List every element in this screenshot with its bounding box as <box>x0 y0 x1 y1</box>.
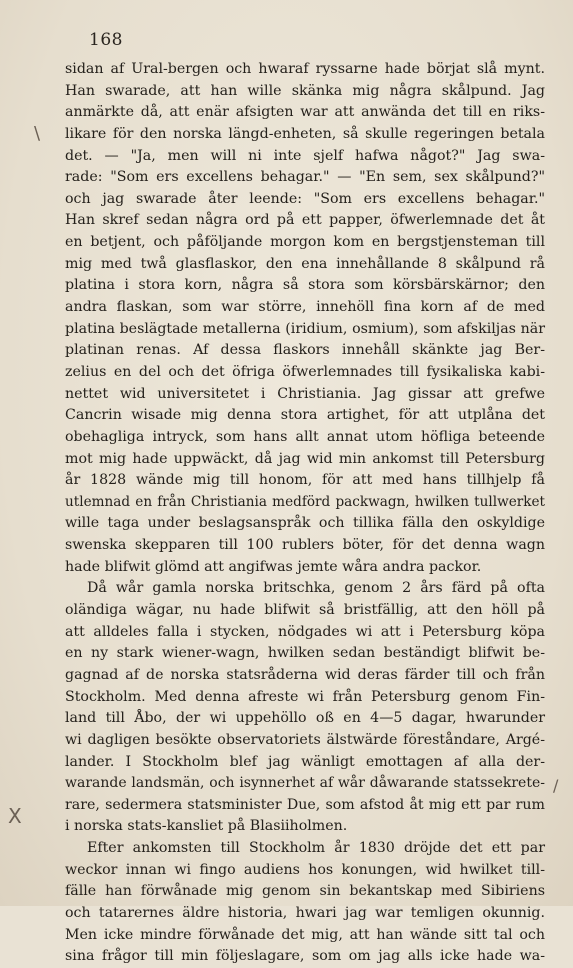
text-line: utlemnad en från Christiania medförd packwagn, hwilken tullwerket <box>65 493 545 510</box>
text-line: oländiga wägar, nu hade blifwit så bristfällig, att den höll på <box>65 602 545 619</box>
text-line: Men icke mindre förwånade det mig, att han wände sitt tal och <box>65 926 545 943</box>
text-line: hade blifwit glömd att angifwas jemte wåra andra packor. <box>65 558 482 575</box>
text-line: platina beslägtade metallerna (iridium, osmium), som afskiljas när <box>65 320 545 337</box>
text-line: mot mig hade uppwäckt, då jag wid min ankomst till Petersburg <box>65 450 545 467</box>
text-line: swenska skepparen till 100 rublers böter, för det denna wagn <box>65 537 545 554</box>
text-line: och tatarernes äldre historia, hwari jag war temligen okunnig. <box>65 904 545 921</box>
text-line: det. — "Ja, men will ni inte sjelf hafwa något?" Jag swa- <box>65 147 545 164</box>
page-number: 168 <box>89 30 123 50</box>
text-line: lander. I Stockholm blef jag wänligt emottagen af alla der- <box>65 753 545 770</box>
margin-pencil-mark-right: / <box>553 776 559 795</box>
text-line: rare, sedermera statsminister Due, som afstod åt mig ett par rum <box>65 796 545 813</box>
text-line: år 1828 wände mig till honom, för att med hans tillhjelp få <box>65 472 545 489</box>
text-line: nettet wid universitetet i Christiania. Jag gissar att grefwe <box>65 385 545 402</box>
text-line: likare för den norska längd-enheten, så skulle regeringen betala <box>65 125 545 142</box>
text-line: fälle han förwånade mig genom sin bekantskap med Sibiriens <box>65 883 545 900</box>
margin-pencil-cross: X <box>8 804 22 828</box>
text-line: och jag swarade åter leende: "Som ers excellens behagar." <box>65 190 545 207</box>
text-line: Han skref sedan några ord på ett papper, öfwerlemnade det åt <box>65 212 545 229</box>
text-line: Då wår gamla norska britschka, genom 2 års färd på ofta <box>87 580 545 597</box>
text-line: sidan af Ural-bergen och hwaraf ryssarne hade börjat slå mynt. <box>65 61 545 77</box>
text-line: andra flaskan, som war större, innehöll fina korn af de med <box>65 299 545 316</box>
text-line: en ny stark wiener-wagn, hwilken sedan beständigt blifwit be- <box>65 645 545 662</box>
text-line: att alldeles falla i stycken, nödgades wi att i Petersburg köpa <box>65 623 545 640</box>
text-line: Stockholm. Med denna afreste wi från Petersburg genom Fin- <box>65 688 545 705</box>
text-line: sina frågor till min följeslagare, som om jag alls icke hade wa- <box>65 948 545 965</box>
text-line: platinan renas. Af dessa flaskors innehåll skänkte jag Ber- <box>65 342 545 359</box>
body-text <box>65 59 545 968</box>
text-line: mig med twå glasflaskor, den ena innehållande 8 skålpund rå <box>65 255 545 272</box>
text-line: Cancrin wisade mig denna stora artighet, för att utplåna det <box>65 407 545 424</box>
text-line: rade: "Som ers excellens behagar." — "En sem, sex skålpund?" <box>65 169 545 186</box>
text-line: i norska stats-kansliet på Blasiiholmen. <box>65 818 348 835</box>
text-line: wille taga under beslagsanspråk och tillika fälla den oskyldige <box>65 515 545 532</box>
text-line: platina i stora korn, några så stora som körsbärskärnor; den <box>65 277 545 294</box>
text-line: warande landsmän, och isynnerhet af wår dåwarande statssekrete- <box>65 775 545 792</box>
text-line: weckor innan wi fingo audiens hos konungen, wid hwilket till- <box>65 861 545 878</box>
text-line: obehagliga intryck, som hans allt annat utom höfliga beteende <box>65 428 545 445</box>
text-line: Han swarade, att han wille skänka mig några skålpund. Jag <box>65 82 545 99</box>
margin-pencil-mark: \ <box>34 123 41 144</box>
text-line: wi dagligen besökte observatoriets älstwärde föreståndare, Argé- <box>65 731 545 748</box>
text-line: Efter ankomsten till Stockholm år 1830 dröjde det ett par <box>87 840 545 857</box>
text-line: land till Åbo, der wi uppehöllo oß en 4—5 dagar, hwarunder <box>65 710 545 727</box>
text-line: anmärkte då, att enär afsigten war att anwända det till en riks- <box>65 104 545 121</box>
text-line: zelius en del och det öfriga öfwerlemnades till fysikaliska kabi- <box>65 363 545 380</box>
text-line: en betjent, och påföljande morgon kom en bergstjensteman till <box>65 234 545 251</box>
text-line: gagnad af de norska statsråderna wid deras färder till och från <box>65 666 545 683</box>
